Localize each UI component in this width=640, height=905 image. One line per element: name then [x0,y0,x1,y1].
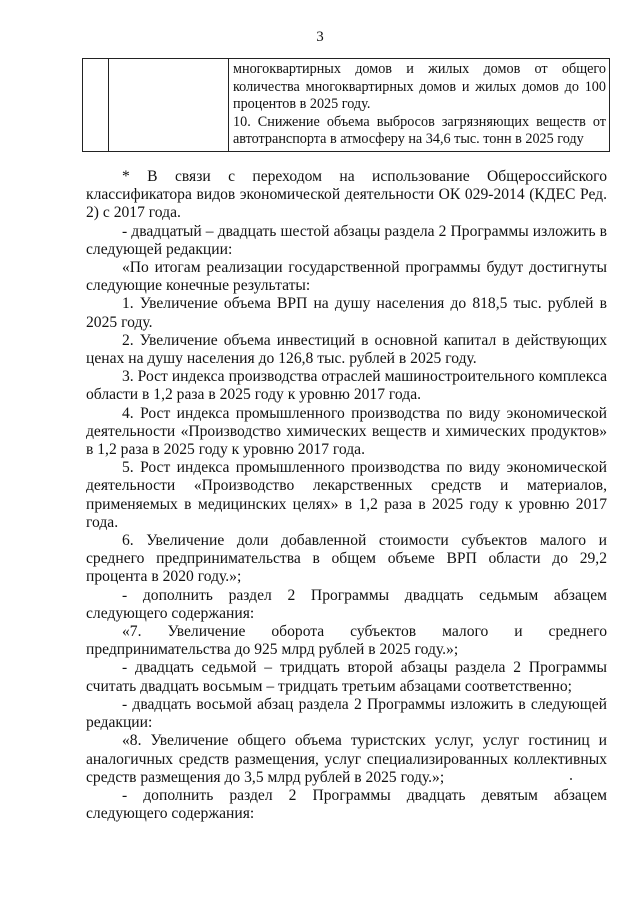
document-body [86,168,607,823]
body-paragraph: - дополнить раздел 2 Программы двадцать девятым абзацем следующего содержания: [86,786,607,823]
continuation-table [82,58,610,152]
body-paragraph: 2. Увеличение объема инвестиций в основной капитал в действующих ценах на душу населения до 126,8 тыс. рублей в 2025 году. [86,331,607,368]
table-cell-name [109,59,229,152]
body-paragraph: - двадцать восьмой абзац раздела 2 Программы изложить в следующей редакции: [86,695,607,732]
scan-speck [570,778,572,780]
body-paragraph: 1. Увеличение объема ВРП на душу населения до 818,5 тыс. рублей в 2025 году. [86,295,607,331]
table-cell-text: 10. Снижение объема выбросов загрязняющих веществ от автотранспорта в атмосферу на 34,6 тыс. тонн в 2025 году [233,113,606,147]
body-paragraph: «8. Увеличение общего объема туристских услуг, услуг гостиниц и аналогичных средств размещения, услуг специализированных коллективных средств размещения до 3,5 млрд рублей в 2025 году.»; [86,732,607,786]
body-paragraph: 5. Рост индекса промышленного производства по виду экономической деятельности «Производство лекарственных средств и материалов, применяемых в медицинских целях» в 1,2 раза в 2025 году к уровню 2017 года. [86,459,607,531]
page-number: 3 [316,29,324,45]
table-cell-results [229,59,610,152]
body-paragraph: 4. Рост индекса промышленного производства по виду экономической деятельности «Производство химических веществ и химических продуктов» в 1,2 раза в 2025 году к уровню 2017 года. [86,404,607,459]
body-paragraph: «По итогам реализации государственной программы будут достигнуты следующие конечные результаты: [86,259,607,295]
body-paragraph: «7. Увеличение оборота субъектов малого и среднего предпринимательства до 925 млрд рублей в 2025 году.»; [86,623,607,659]
footnote-paragraph: * В связи с переходом на использование Общероссийского классификатора видов экономической деятельности ОК 029-2014 (КДЕС Ред. 2) с 2017 года. [86,168,607,222]
body-paragraph: - двадцать седьмой – тридцать второй абзацы раздела 2 Программы считать двадцать восьмым – тридцать третьим абзацами соответственно; [86,659,607,695]
table-cell-number [83,59,109,152]
body-paragraph: 3. Рост индекса производства отраслей машиностроительного комплекса области в 1,2 раза в 2025 году к уровню 2017 года. [86,368,607,404]
body-paragraph: 6. Увеличение доли добавленной стоимости субъектов малого и среднего предпринимательства в общем объеме ВРП области до 29,2 процента в 2020 году.»; [86,532,607,586]
body-paragraph: - двадцатый – двадцать шестой абзацы раздела 2 Программы изложить в следующей редакции: [86,222,607,258]
table-cell-text: многоквартирных домов и жилых домов от общего количества многоквартирных домов и жилых домов до 100 процентов в 2025 году. [233,61,606,112]
body-paragraph: - дополнить раздел 2 Программы двадцать седьмым абзацем следующего содержания: [86,586,607,622]
table-row [83,59,610,152]
